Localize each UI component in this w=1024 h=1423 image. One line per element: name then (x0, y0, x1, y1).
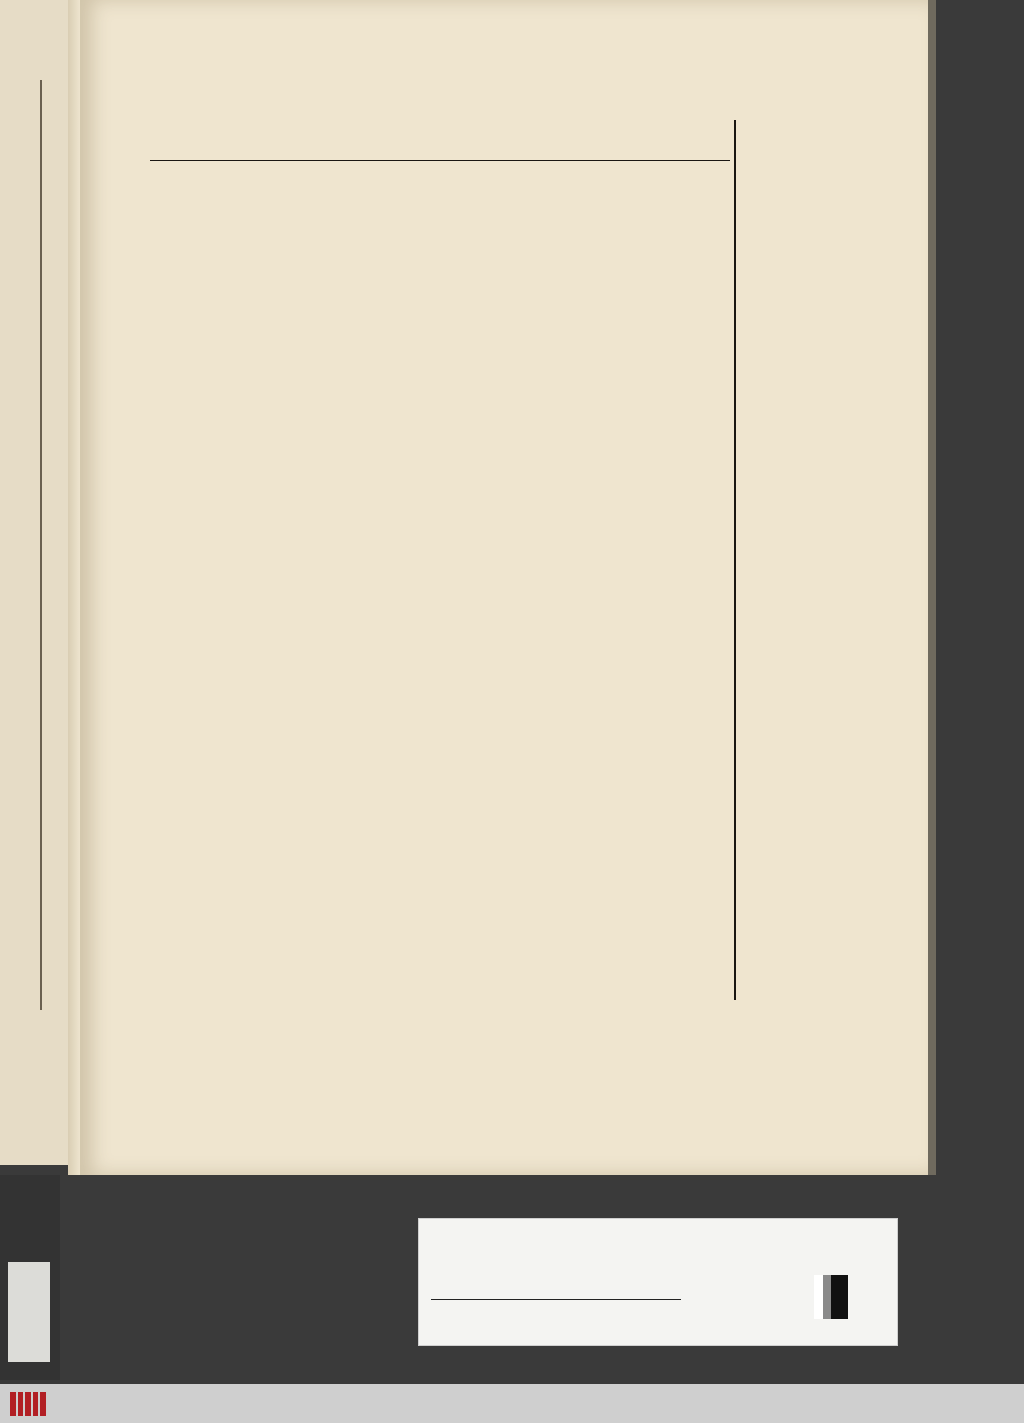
footer-bar (0, 1384, 1024, 1423)
page-shadow (928, 0, 936, 1175)
hab-logo-icon (10, 1392, 46, 1416)
book-page (80, 0, 928, 1175)
color-calibration-card (418, 1218, 898, 1346)
header-rule (150, 160, 730, 161)
slip-of-paper (8, 1262, 50, 1362)
column-rule (734, 120, 736, 1000)
gray-swatch (814, 1275, 848, 1319)
scale-ruler (431, 1277, 681, 1300)
ornament-border-bottom (138, 1008, 844, 1042)
ornament-border-right (820, 118, 844, 1018)
ornament-border-left (118, 118, 140, 1018)
ornament-border-top (118, 96, 844, 118)
